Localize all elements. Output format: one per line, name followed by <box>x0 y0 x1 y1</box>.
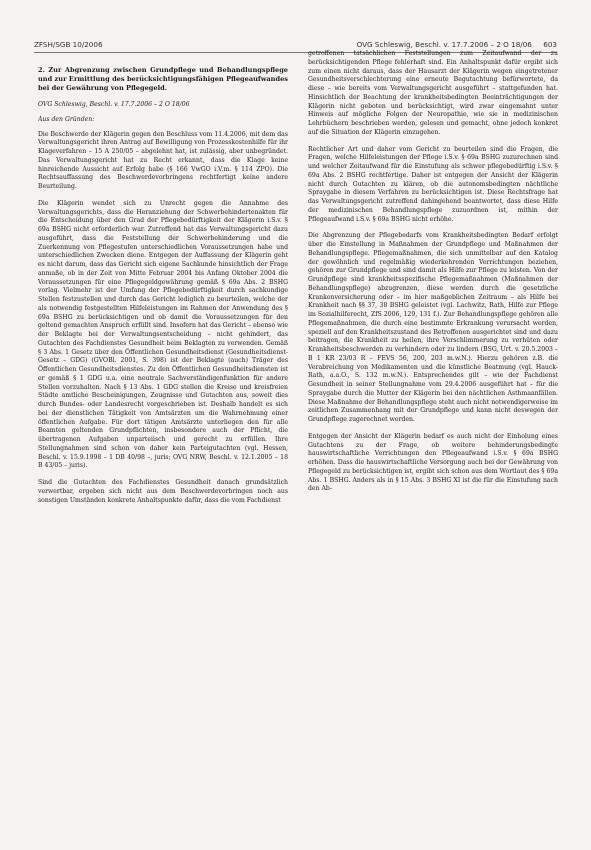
paragraph: Die Beschwerde der Klägerin gegen den Beschluss vom 11.4.2006, mit dem das Verwaltungsgericht ihren Antrag auf Bewilligung von Prozesskostenhilfe für ihr Klageverfahren – 15 A 250/05 – abgelehnt hat, ist zulässig, aber unbegründet. Das Verwaltungsgericht hat zu Recht erkannt, dass die Klage keine hinreichende Aussicht auf Erfolg habe (§ 166 VwGO i.V.m. § 114 ZPO). Die Rechtsauffassung des Beschwerdevorbringens rechtfertigt keine andere Beurteilung. <box>38 130 288 190</box>
case-citation: OVG Schleswig, Beschl. v. 17.7.2006 – 2 O 18/06 <box>356 40 532 49</box>
journal-reference: ZFSH/SGB 10/2006 <box>34 40 103 49</box>
court-citation: OVG Schleswig, Beschl. v. 17.7.2006 – 2 O 18/06 <box>38 101 190 108</box>
paragraph: Entgegen der Ansicht der Klägerin bedarf es auch nicht der Einholung eines Gutachtens zu der Frage, ob weitere behinderungsbedingte hauswirtschaftliche Verrichtungen den Pflegeaufwand i.S.v. § 69a BSHG erhöhen. Dass die hauswirtschaftliche Versorgung auch bei der Gewährung von Pflegegeld zu berücksichtigen ist, ergibt sich schon aus dem Wortlaut des § 69a Abs. 1 BSHG. Anders als in § 15 Abs. 3 BSHG XI ist die für die Einstufung nach den Ab- <box>308 432 558 493</box>
case-reference <box>357 40 557 49</box>
paragraph: getroffenen tatsächlichen Feststellungen zum Zeitaufwand der zu berücksichtigenden Pflege fehlerhaft sind. Ein Anhaltspunkt dafür ergibt sich zum einen nicht daraus, dass der Hausarzt der Klägerin wegen eingetretener Gesundheitsverschlechterung eine erneute Begutachtung befürwortete, da diese – wie bereits vom Verwaltungsgericht ausgeführt – stattgefunden hat. Hinsichtlich der Beachtung der krankheitsbedingten Beeinträchtigungen der Klägerin nicht geboten und berücksichtigt, wird zwar eingemahnt unter Hinweis auf mögliche Folgen der Neuropathie, wie sie in medizinischen Lehrbüchern beschrieben werden, gelesen und gemacht, ohne jedoch konkret auf die Situation der Klägerin einzugehen. <box>308 50 558 136</box>
paragraph: Die Klägerin wendet sich zu Unrecht gegen die Annahme des Verwaltungsgerichts, dass die Heranziehung der Schwerbehindertenakten für die Entscheidung über den Grad der Pflegebedürftigkeit der Klägerin i.S.v. § 69a BSHG nicht erforderlich war. Zutreffend hat das Verwaltungsgericht dazu ausgeführt, dass die Feststellung der Schwerbehinderung und die Zuerkennung von Pflegestufen unterschiedlichen Voraussetzungen habe und unterschiedlichen Zwecken diene. Entgegen der Auffassung der Klägerin geht es nicht darum, dass das Gericht sich eigene Sachkunde hinsichtlich der Frage anmaße, ob in der Zeit von Mitte Februar 2004 bis Anfang Oktober 2004 die Voraussetzungen für eine Pflegegeldgewährung gemäß § 69a Abs. 2 BSHG vorlag. Vielmehr ist der Umfang der Pflegebedürftigkeit durch sachkundige Stellen festzustellen und durch das Gericht lediglich zu beurteilen, welche der als notwendig festgestellten Hilfeleistungen im Rahmen der Anwendung des § 69a BSHG zu berücksichtigen und ob damit die Voraussetzungen für den geltend gemachten Anspruch erfüllt sind. Insofern hat das Gericht – ebenso wie der Beklagte bei der Verwaltungsentscheidung – nicht gehindert, das Gutachten des Fachdienstes Gesundheit beim Beklagten zu verwenden. Gemäß § 3 Abs. 1 Gesetz über den Öffentlichen Gesundheitsdienst (Gesundheitsdienst-Gesetz – GDG) (GVOBl. 2001, S. 398) ist der Beklagte (auch) Träger des Öffentlichen Gesundheitsdienstes. Zu den Öffentlichen Gesundheitsdiensten ist er gemäß § 1 GDG u.a. eine neutrale Sachverständigenfunktion für andere Stellen vorzuhalten. Nach § 13 Abs. 1 GDG stellen die Kreise und kreisfreien Städte amtliche Bescheinigungen, Zeugnisse und Gutachten aus, soweit dies durch Bundes- oder Landesrecht vorgeschrieben ist. Deshalb handelt es sich bei der dienstlichen Tätigkeit von Amtsärzten um die Wahrnehmung einer öffentlichen Aufgabe. Für dort tätigen Amtsärzte unterliegen den für alle Beamten geltenden Grundpflichten, insbesondere auch der Pflicht, die übertragenen Aufgaben unparteiisch und gerecht zu erfüllen. Ihre Stellungnahmen sind schon von daher kein Parteigutachten (vgl. Hessen, Beschl. v. 15.9.1998 – 1 DB 40/98 –, juris; OVG NRW, Beschl. v. 12.1.2005 – 18 B 43/05 – juris). <box>38 199 288 470</box>
left-column <box>38 66 288 826</box>
right-column <box>308 50 558 826</box>
paragraph: Die Abgrenzung der Pflegebedarfs vom Krankheitsbedingten Bedarf erfolgt über die Einstellung in Maßnahmen der Grundpflege und Maßnahmen der Behandlungspflege. Pflegemaßnahmen, die sich unmittelbar auf den Katalog der gewöhnlich und regelmäßig wiederkehrenden Verrichtungen beziehen, gehören zur Grundpflege und sind damit als Hilfe zur Pflege zu leisten. Von der Grundpflege sind krankheitsspezifische Pflegemaßnahmen (Maßnahmen der Behandlungspflege) abzugrenzen, diese werden durch die gesetzliche Krankenversicherung oder – im hier maßgeblichen Zeitraum – als Hilfe bei Krankheit nach §§ 37, 38 BSHG geleistet (vgl. Lachwitz, Rath, Hilfe zur Pflege im Sozialhilferecht, ZfS 2006, 129, 131 f.). Zur Behandlungspflege gehören alle Pflegemaßnahmen, die durch eine bestimmte Erkrankung verursacht werden, speziell auf den Krankheitszustand des Betroffenen ausgerichtet sind und dazu beitragen, die Krankheit zu heilen, ihre Verschlimmerung zu verhüten oder Krankheitsbeschwerden zu verhindern oder zu lindern (BSG, Urt. v. 20.5.2003 – B 1 KR 23/03 R – FEVS 56, 200, 203 m.w.N.). Hierzu gehören z.B. die Verabreichung von Medikamenten und die künstliche Beatmung (vgl. Hauck-Rath, a.a.O., S. 132 m.w.N.). Entsprechendes gilt – wie der Fachdienst Gesundheit in seiner Stellungnahme vom 29.4.2006 ausgeführt hat – für die Spraygabe durch die Mutter der Klägerin bei den nächtlichen Asthmaanfällen. Diese Maßnahme der Behandlungspflege steht auch nicht notwendigerweise im zeitlichen Zusammenhang mit der Grundpflege und kann nicht deswegen der Grundpflege zugerechnet werden. <box>308 232 558 423</box>
paragraph: Rechtlicher Art und daher vom Gericht zu beurteilen sind die Fragen, die Fragen, welche Hilfeleistungen der Pflege i.S.v. § 69a BSHG zuzurechnen sind und welcher Zeitaufwand für die Einstufung als schwer pflegebedürftig i.S.v. § 69a Abs. 2 BSHG rechtfertige. Daher ist entgegen der Ansicht der Klägerin nicht durch Gutachten zu klären, ob die autonomsbedingten nächtliche Spraygabe in diesem Verfahren zu berücksichtigen ist. Diese Rechtsfrage hat das Verwaltungsgericht zutreffend dahingehend beantwortet, dass diese Hilfe der medizinischen Behandlungspflege zuzuordnen ist, mithin der Pflegeaufwand i.S.v. § 69a BSHG nicht erhöhe. <box>308 145 558 223</box>
page-number: 603 <box>543 40 557 49</box>
headnote-title: 2. Zur Abgrenzung zwischen Grundpflege und Behandlungspflege und zur Ermittlung des berücksichtigungsfähigen Pflegeaufwandes bei der Gewährung von Pflegegeld. <box>38 66 288 92</box>
reasons-heading: Aus den Gründen: <box>38 115 95 123</box>
paragraph: Sind die Gutachten des Fachdienstes Gesundheit danach grundsätzlich verwertbar, ergeben sich nicht aus dem Beschwerdevorbringen noch aus sonstigen Umständen konkrete Anhaltspunkte dafür, dass die vom Fachdienst <box>38 479 288 504</box>
